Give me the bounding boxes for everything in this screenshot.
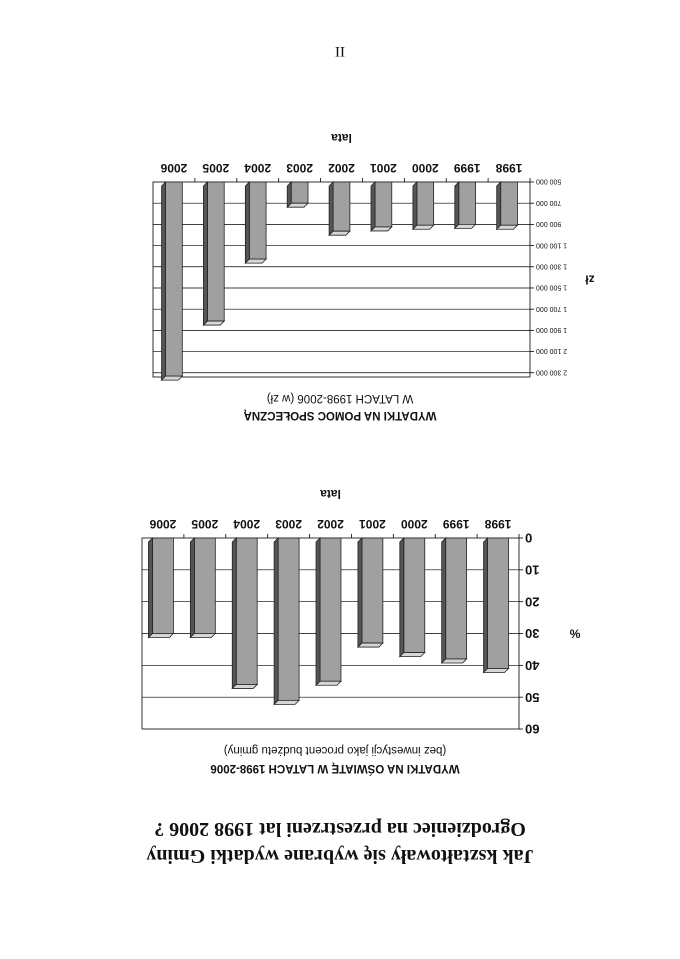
x-category-label: 2000 bbox=[400, 517, 428, 531]
bar-top bbox=[371, 227, 392, 231]
bars bbox=[148, 538, 508, 704]
bar-top bbox=[203, 321, 224, 325]
bar-top bbox=[329, 231, 350, 235]
x-categories bbox=[160, 161, 530, 182]
y-tick-label: 500 000 bbox=[536, 177, 562, 185]
bar bbox=[291, 182, 308, 203]
bar-side bbox=[329, 182, 333, 235]
bar-top bbox=[442, 659, 467, 663]
y-tick-label: 700 000 bbox=[536, 198, 562, 206]
y-tick-label: 50 bbox=[525, 689, 540, 705]
chart-title: WYDATKI NA OŚWIATĘ W LATACH 1998-2006 bbox=[210, 762, 460, 774]
x-category-label: 2003 bbox=[275, 517, 302, 531]
bar-side bbox=[148, 538, 152, 638]
bar bbox=[166, 182, 183, 376]
x-category-label: 1998 bbox=[484, 517, 512, 531]
page-number: II bbox=[335, 43, 345, 59]
x-category-label: 2006 bbox=[149, 517, 177, 531]
x-axis-label: lata bbox=[320, 487, 341, 501]
bar bbox=[278, 538, 299, 700]
bar-top bbox=[232, 684, 257, 688]
chart-subtitle: W LATACH 1998-2006 (w zł) bbox=[266, 392, 414, 404]
bar-side bbox=[400, 538, 404, 657]
x-category-label: 2001 bbox=[359, 517, 386, 531]
y-tick-label: 2 100 000 bbox=[536, 347, 568, 355]
x-category-label: 2001 bbox=[370, 161, 397, 175]
bar-side bbox=[442, 538, 446, 663]
x-category-label: 1998 bbox=[495, 161, 523, 175]
bar bbox=[333, 182, 350, 231]
y-tick-label: 1 500 000 bbox=[536, 283, 568, 291]
bar-top bbox=[316, 681, 341, 685]
social-assistance-chart bbox=[0, 97, 680, 427]
y-tick-label: 900 000 bbox=[536, 220, 562, 228]
y-tick-label: 1 300 000 bbox=[536, 262, 568, 270]
x-category-label: 2005 bbox=[202, 161, 230, 175]
bar-side bbox=[358, 538, 362, 647]
y-tick-label: 1 100 000 bbox=[536, 241, 568, 249]
x-category-label: 1999 bbox=[442, 517, 470, 531]
bar-side bbox=[455, 182, 459, 228]
education-spending-chart bbox=[0, 449, 680, 779]
x-category-label: 2004 bbox=[233, 517, 261, 531]
bar-top bbox=[413, 225, 434, 229]
bar-top bbox=[245, 259, 266, 263]
y-tick-label: 1 900 000 bbox=[536, 326, 568, 334]
bar-side bbox=[203, 182, 207, 325]
bar bbox=[207, 182, 224, 321]
bar bbox=[459, 182, 476, 224]
bar-top bbox=[497, 225, 518, 229]
bar-side bbox=[371, 182, 375, 231]
bar bbox=[362, 538, 383, 643]
x-category-label: 2005 bbox=[191, 517, 219, 531]
bar bbox=[152, 538, 173, 634]
bar bbox=[417, 182, 434, 225]
bar bbox=[194, 538, 215, 634]
page-heading-line-2: Ogrodzieniec na przestrzeni lat 1998 2006 ? bbox=[154, 818, 526, 840]
y-tick-label: 30 bbox=[525, 626, 540, 642]
bar bbox=[375, 182, 392, 227]
bar bbox=[404, 538, 425, 653]
x-axis-label: lata bbox=[331, 131, 352, 145]
bar-side bbox=[245, 182, 249, 263]
y-tick-label: 20 bbox=[525, 594, 540, 610]
x-category-label: 1999 bbox=[453, 161, 481, 175]
bar-top bbox=[455, 224, 476, 228]
y-ticks bbox=[530, 178, 567, 376]
chart-subtitle: (bez inwestycji jako procent budżetu gminy) bbox=[223, 744, 447, 756]
bar bbox=[488, 538, 509, 669]
bar-side bbox=[413, 182, 417, 229]
bar bbox=[249, 182, 266, 259]
bar-top bbox=[358, 643, 383, 647]
x-category-label: 2002 bbox=[317, 517, 344, 531]
y-axis-label: % bbox=[569, 626, 581, 641]
bars bbox=[162, 182, 518, 380]
x-category-label: 2002 bbox=[328, 161, 355, 175]
chart-title: WYDATKI NA POMOC SPOŁECZNĄ bbox=[243, 409, 437, 421]
x-category-label: 2000 bbox=[411, 161, 439, 175]
bar-top bbox=[484, 669, 509, 673]
bar-side bbox=[162, 182, 166, 380]
bar-side bbox=[232, 538, 236, 688]
bar bbox=[501, 182, 518, 225]
y-tick-label: 0 bbox=[525, 530, 533, 546]
y-tick-label: 10 bbox=[525, 562, 540, 578]
bar-top bbox=[190, 634, 215, 638]
y-tick-label: 2 300 000 bbox=[536, 368, 568, 376]
bar-top bbox=[400, 653, 425, 657]
bar bbox=[236, 538, 257, 684]
x-category-label: 2003 bbox=[286, 161, 313, 175]
bar-top bbox=[274, 700, 299, 704]
y-tick-label: 60 bbox=[525, 721, 540, 737]
y-ticks bbox=[519, 531, 539, 737]
bar bbox=[320, 538, 341, 681]
bar-top bbox=[148, 634, 173, 638]
page-heading-line-1: Jak kształtowały się wybrane wydatki Gminy bbox=[146, 845, 534, 867]
bar-top bbox=[287, 203, 308, 207]
bar-side bbox=[497, 182, 501, 229]
bar-top bbox=[162, 376, 183, 380]
bar bbox=[446, 538, 467, 659]
bar-side bbox=[274, 538, 278, 704]
y-tick-label: 1 700 000 bbox=[536, 304, 568, 312]
bar-side bbox=[190, 538, 194, 638]
y-tick-label: 40 bbox=[525, 658, 540, 673]
bar-side bbox=[316, 538, 320, 685]
x-category-label: 2004 bbox=[244, 161, 272, 175]
x-categories bbox=[149, 517, 519, 538]
y-axis-label: zł bbox=[585, 272, 595, 287]
x-category-label: 2006 bbox=[160, 161, 188, 175]
bar-side bbox=[484, 538, 488, 673]
